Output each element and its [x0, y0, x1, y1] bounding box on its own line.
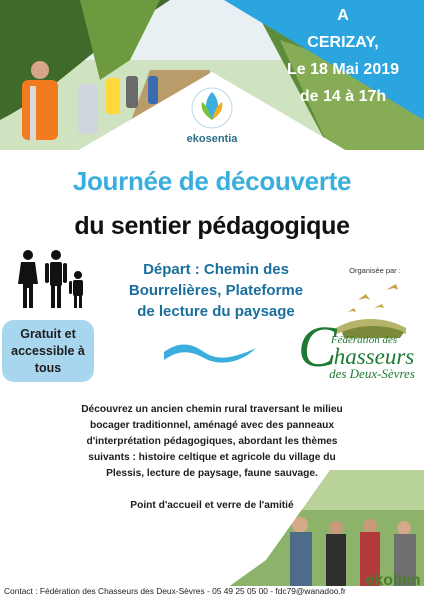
- description-line: d'interprétation pédagogiques, abordant les thèmes: [86, 436, 338, 447]
- departure-info: [104, 259, 328, 322]
- date-line: A: [337, 7, 349, 24]
- description: [70, 402, 354, 482]
- date-line: Le 18 Mai 2019: [286, 61, 400, 78]
- fdc-initial: C: [298, 314, 337, 379]
- description-line: Découvrez un ancien chemin rural traversant le milieu: [81, 404, 343, 415]
- fdc-line3: des Deux-Sèvres: [329, 366, 415, 381]
- page-title: Journée de découverte: [72, 166, 352, 196]
- fdc-line2: hasseurs: [333, 344, 415, 369]
- description-line: suivants : histoire celtique et agricole du village du: [88, 452, 336, 463]
- welcome-note: Point d'accueil et verre de l'amitié: [130, 500, 294, 511]
- event-date: [268, 2, 418, 110]
- ekosentia-logo-icon: [182, 84, 242, 134]
- departure-line: Bourrelières, Plateforme: [128, 282, 304, 299]
- date-line: de 14 à 17h: [299, 88, 387, 105]
- description-line: bocager traditionnel, aménagé avec des panneaux: [89, 420, 335, 431]
- brand-name: ekosentia: [186, 133, 238, 145]
- organizer-label: Organisée par :: [349, 266, 401, 275]
- date-line: CERIZAY,: [307, 34, 379, 51]
- fdc-line1: Fédération des: [330, 334, 398, 346]
- badge-line: tous: [34, 361, 62, 375]
- departure-line: de lecture du paysage: [137, 303, 295, 320]
- badge-line: Gratuit et: [20, 327, 76, 341]
- wave-ornament-icon: [160, 338, 260, 368]
- free-access-badge: [2, 320, 94, 382]
- page-subtitle: du sentier pédagogique: [74, 212, 350, 240]
- family-icon: [14, 248, 90, 310]
- badge-line: accessible à: [11, 344, 85, 358]
- description-line: Plessis, lecture de paysage, faune sauvage.: [106, 468, 318, 479]
- partner-logo: ekolien: [365, 572, 421, 589]
- departure-line: Départ : Chemin des: [143, 261, 289, 278]
- contact-line: Contact : Fédération des Chasseurs des Deux-Sèvres - 05 49 25 05 00 - fdc79@wanadoo.fr: [4, 586, 346, 596]
